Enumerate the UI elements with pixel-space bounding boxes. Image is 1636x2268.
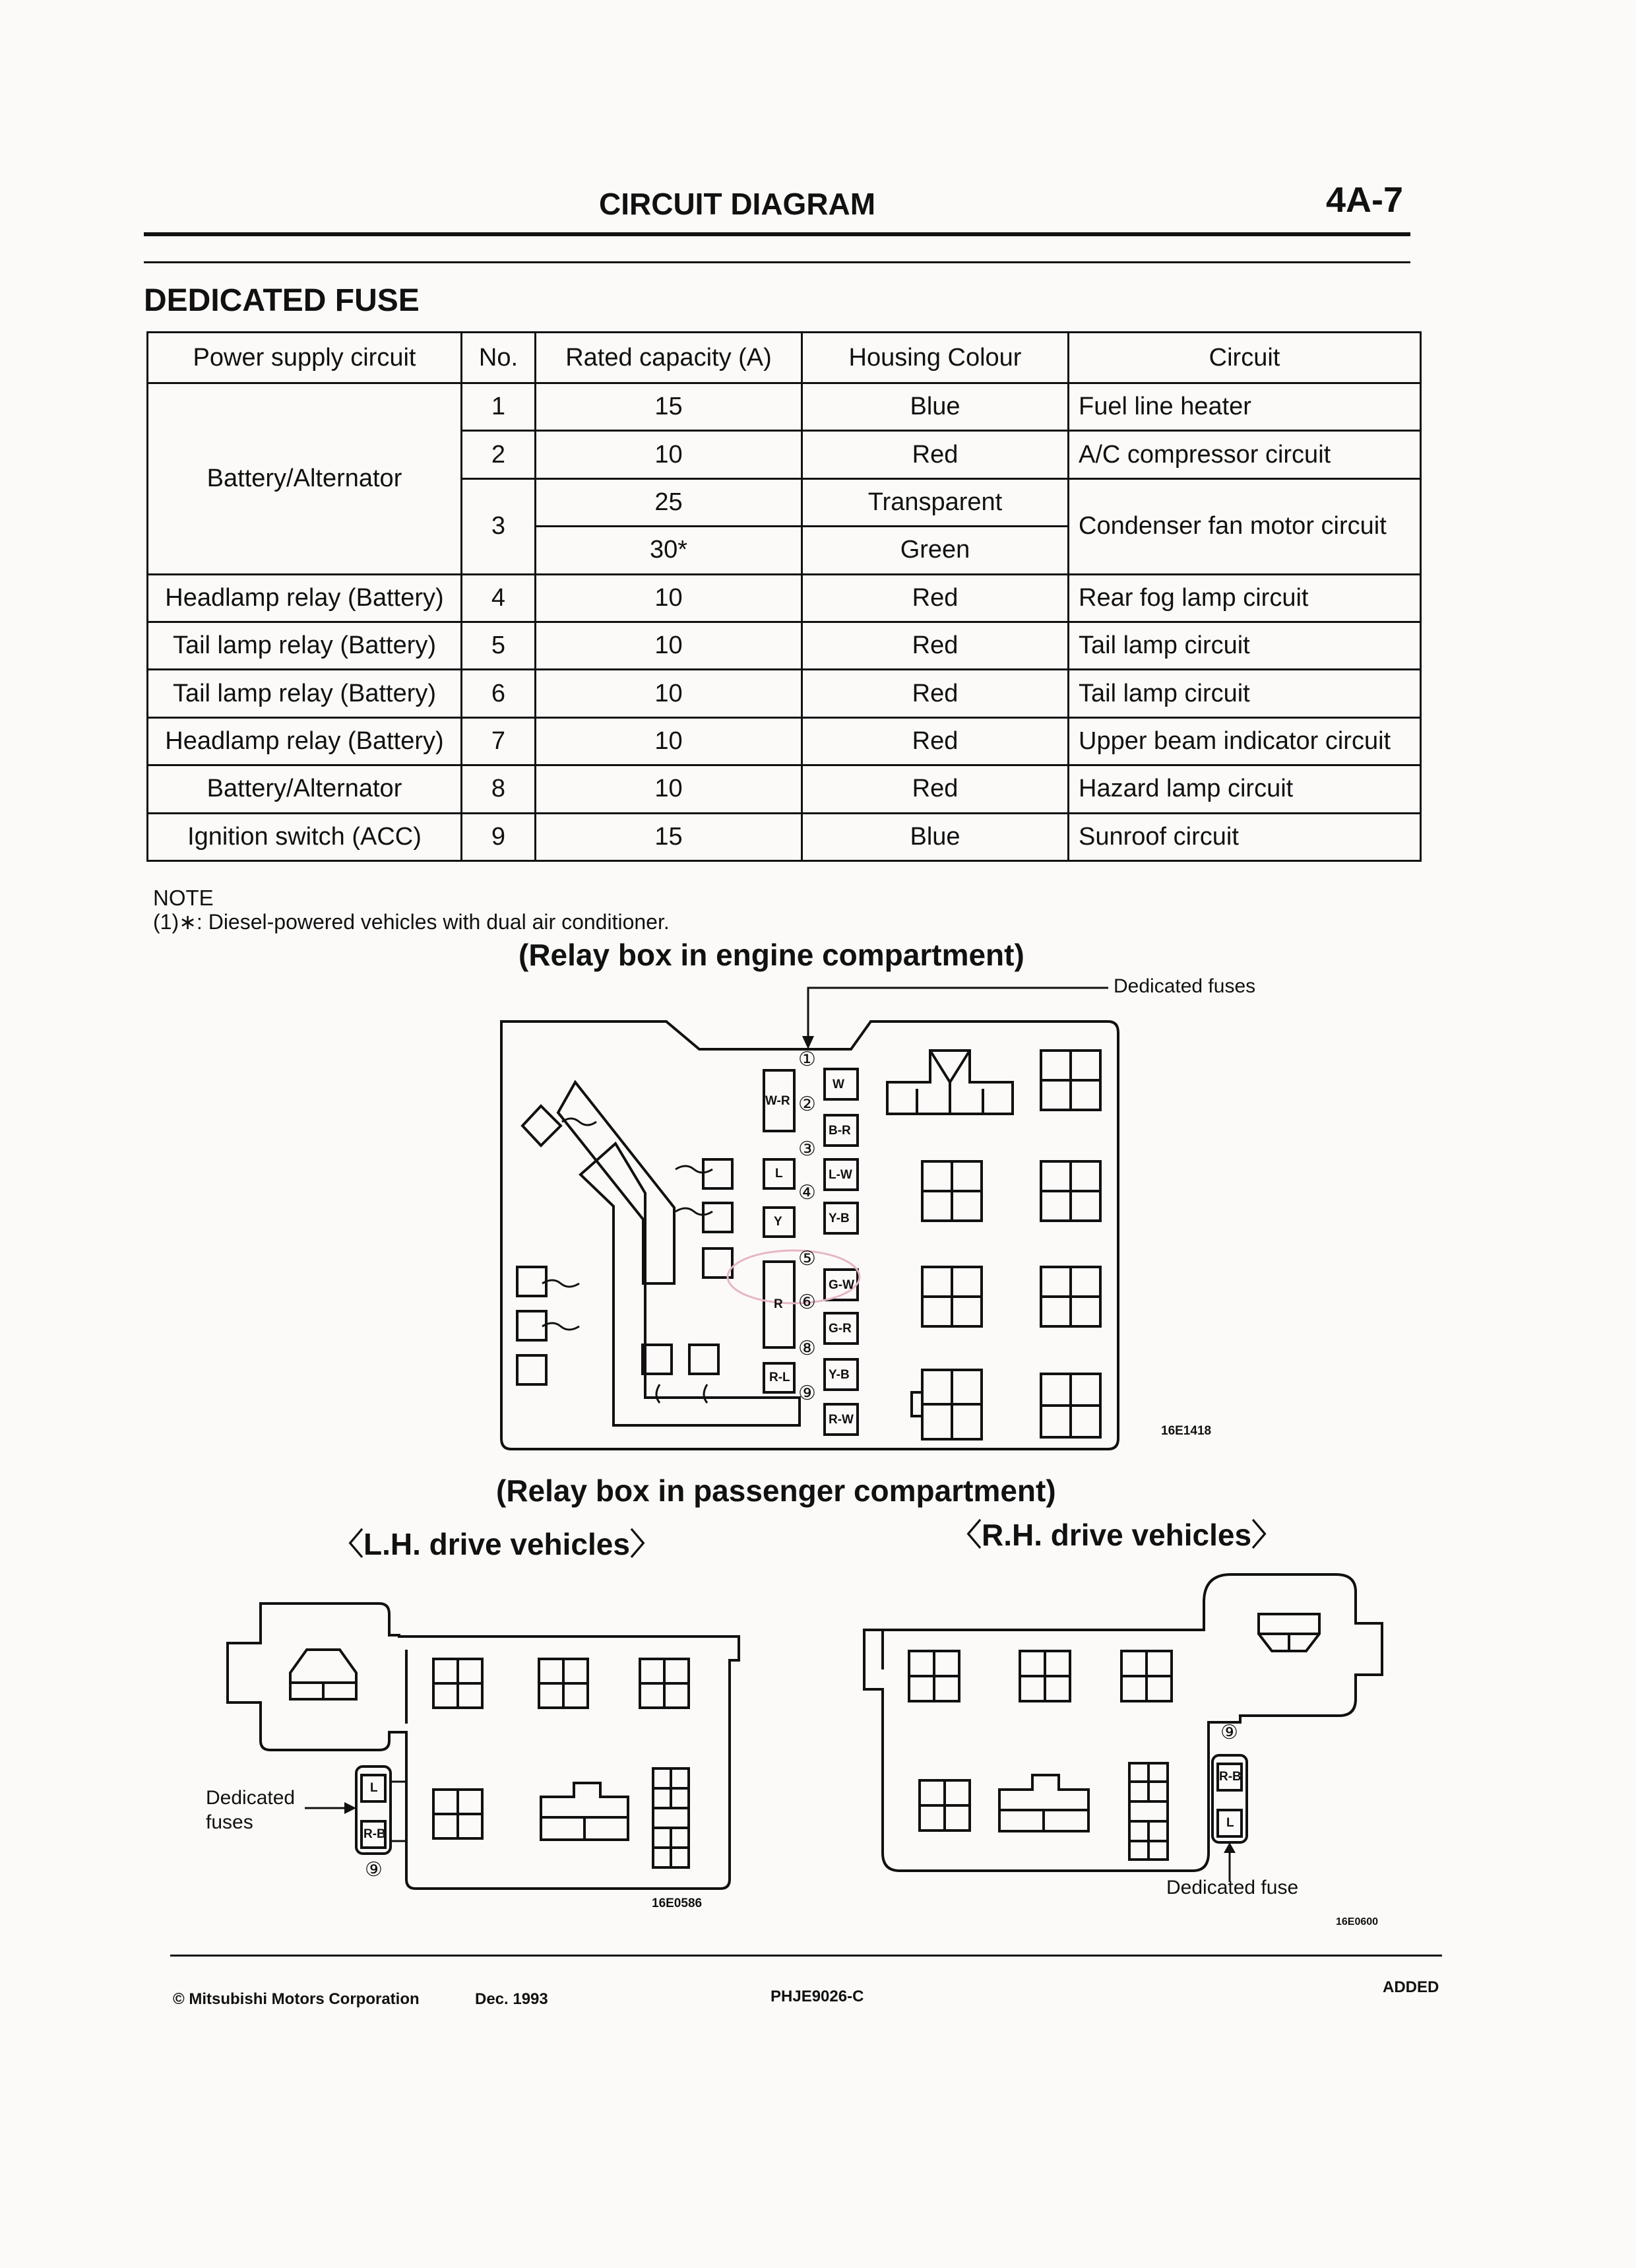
colour-cell: Transparent bbox=[802, 478, 1069, 526]
supply-cell: Headlamp relay (Battery) bbox=[148, 717, 462, 765]
dedicated-fuse-callout: Dedicated fuse bbox=[1166, 1877, 1299, 1898]
capacity-cell: 10 bbox=[536, 622, 802, 669]
capacity-cell: 10 bbox=[536, 574, 802, 622]
figure-code: 16E1418 bbox=[1161, 1424, 1212, 1438]
passenger-box-caption: (Relay box in passenger compartment) bbox=[496, 1474, 1056, 1508]
note-label: NOTE bbox=[153, 886, 214, 910]
supply-cell: Battery/Alternator bbox=[148, 765, 462, 813]
page-number: 4A-7 bbox=[1326, 180, 1404, 220]
dedicated-fuses-callout: Dedicated fuses bbox=[206, 1787, 296, 1833]
circuit-cell: Tail lamp circuit bbox=[1069, 670, 1421, 717]
relay-code: L bbox=[775, 1167, 783, 1181]
capacity-cell: 10 bbox=[536, 765, 802, 813]
supply-cell: Tail lamp relay (Battery) bbox=[148, 670, 462, 717]
colour-cell: Red bbox=[802, 574, 1069, 622]
figure-code: 16E0600 bbox=[1336, 1916, 1379, 1928]
fuse-number-label: ⑨ bbox=[1220, 1722, 1238, 1743]
fuse-number-label: ⑤ bbox=[798, 1248, 816, 1270]
note-text: (1)∗: Diesel-powered vehicles with dual air conditioner. bbox=[153, 910, 670, 934]
colour-cell: Red bbox=[802, 622, 1069, 669]
circuit-cell: Rear fog lamp circuit bbox=[1069, 574, 1421, 622]
wire-code: G-W bbox=[829, 1278, 855, 1292]
column-header: Rated capacity (A) bbox=[536, 333, 802, 383]
fuse-number-label: ⑥ bbox=[798, 1291, 816, 1313]
fuse-number-cell: 4 bbox=[462, 574, 536, 622]
engine-box-caption: (Relay box in engine compartment) bbox=[519, 938, 1024, 972]
fuse-number-cell: 5 bbox=[462, 622, 536, 669]
fuse-number-label: ② bbox=[798, 1093, 816, 1115]
column-header: Circuit bbox=[1069, 333, 1421, 383]
colour-cell: Blue bbox=[802, 813, 1069, 860]
supply-cell: Headlamp relay (Battery) bbox=[148, 574, 462, 622]
circuit-cell: Fuel line heater bbox=[1069, 383, 1421, 431]
fuse-number-label: ⑨ bbox=[365, 1859, 383, 1881]
fuse-number-cell: 8 bbox=[462, 765, 536, 813]
relay-code: R bbox=[774, 1297, 783, 1311]
wire-code: Y-B bbox=[829, 1368, 850, 1382]
fuse-number-cell: 2 bbox=[462, 431, 536, 478]
capacity-cell: 10 bbox=[536, 431, 802, 478]
column-header: Power supply circuit bbox=[148, 333, 462, 383]
wire-code: Y-B bbox=[829, 1212, 850, 1225]
fuse-number-label: ⑨ bbox=[798, 1382, 816, 1404]
page-title: CIRCUIT DIAGRAM bbox=[599, 187, 876, 221]
rh-drive-caption: 〈R.H. drive vehicles〉 bbox=[951, 1518, 1282, 1552]
fuse-number-cell: 7 bbox=[462, 717, 536, 765]
fuse-number-label: ⑧ bbox=[798, 1338, 816, 1359]
relay-code: W-R bbox=[765, 1094, 790, 1108]
doc-code: PHJE9026-C bbox=[771, 1988, 864, 2005]
fuse-number-label: ③ bbox=[798, 1138, 816, 1160]
capacity-cell: 30* bbox=[536, 527, 802, 574]
wire-code: R-W bbox=[829, 1413, 854, 1427]
wire-code: B-R bbox=[829, 1124, 851, 1138]
footer-date: Dec. 1993 bbox=[475, 1990, 548, 2008]
supply-cell: Battery/Alternator bbox=[148, 383, 462, 575]
relay-code: R-L bbox=[769, 1371, 790, 1384]
colour-cell: Red bbox=[802, 670, 1069, 717]
fuse-number-label: ① bbox=[798, 1049, 816, 1070]
wire-code: L bbox=[1226, 1816, 1234, 1830]
wire-code: W bbox=[833, 1078, 844, 1091]
fuse-number-cell: 9 bbox=[462, 813, 536, 860]
wire-code: G-R bbox=[829, 1322, 852, 1336]
capacity-cell: 25 bbox=[536, 478, 802, 526]
circuit-cell: Condenser fan motor circuit bbox=[1069, 478, 1421, 574]
supply-cell: Tail lamp relay (Battery) bbox=[148, 622, 462, 669]
colour-cell: Blue bbox=[802, 383, 1069, 431]
relay-code: Y bbox=[774, 1215, 782, 1229]
colour-cell: Red bbox=[802, 431, 1069, 478]
capacity-cell: 10 bbox=[536, 670, 802, 717]
circuit-cell: Upper beam indicator circuit bbox=[1069, 717, 1421, 765]
section-title: DEDICATED FUSE bbox=[144, 283, 420, 318]
capacity-cell: 10 bbox=[536, 717, 802, 765]
colour-cell: Green bbox=[802, 527, 1069, 574]
colour-cell: Red bbox=[802, 717, 1069, 765]
fuse-number-cell: 6 bbox=[462, 670, 536, 717]
dedicated-fuses-callout: Dedicated fuses bbox=[1114, 975, 1256, 997]
capacity-cell: 15 bbox=[536, 383, 802, 431]
supply-cell: Ignition switch (ACC) bbox=[148, 813, 462, 860]
fuse-number-cell: 1 bbox=[462, 383, 536, 431]
circuit-cell: Hazard lamp circuit bbox=[1069, 765, 1421, 813]
colour-cell: Red bbox=[802, 765, 1069, 813]
copyright: © Mitsubishi Motors Corporation bbox=[173, 1990, 420, 2008]
fuse-number-label: ④ bbox=[798, 1182, 816, 1204]
capacity-cell: 15 bbox=[536, 813, 802, 860]
circuit-cell: A/C compressor circuit bbox=[1069, 431, 1421, 478]
wire-code: R-B bbox=[363, 1827, 386, 1841]
column-header: No. bbox=[462, 333, 536, 383]
figure-code: 16E0586 bbox=[652, 1896, 703, 1910]
wire-code: L bbox=[370, 1781, 378, 1795]
circuit-cell: Tail lamp circuit bbox=[1069, 622, 1421, 669]
footer-rule bbox=[170, 1955, 1442, 1957]
lh-drive-caption: 〈L.H. drive vehicles〉 bbox=[333, 1527, 660, 1561]
circuit-cell: Sunroof circuit bbox=[1069, 813, 1421, 860]
wire-code: L-W bbox=[829, 1168, 852, 1182]
fuse-number-cell: 3 bbox=[462, 478, 536, 574]
column-header: Housing Colour bbox=[802, 333, 1069, 383]
wire-code: R-B bbox=[1219, 1770, 1242, 1784]
status-label: ADDED bbox=[1383, 1978, 1439, 1996]
